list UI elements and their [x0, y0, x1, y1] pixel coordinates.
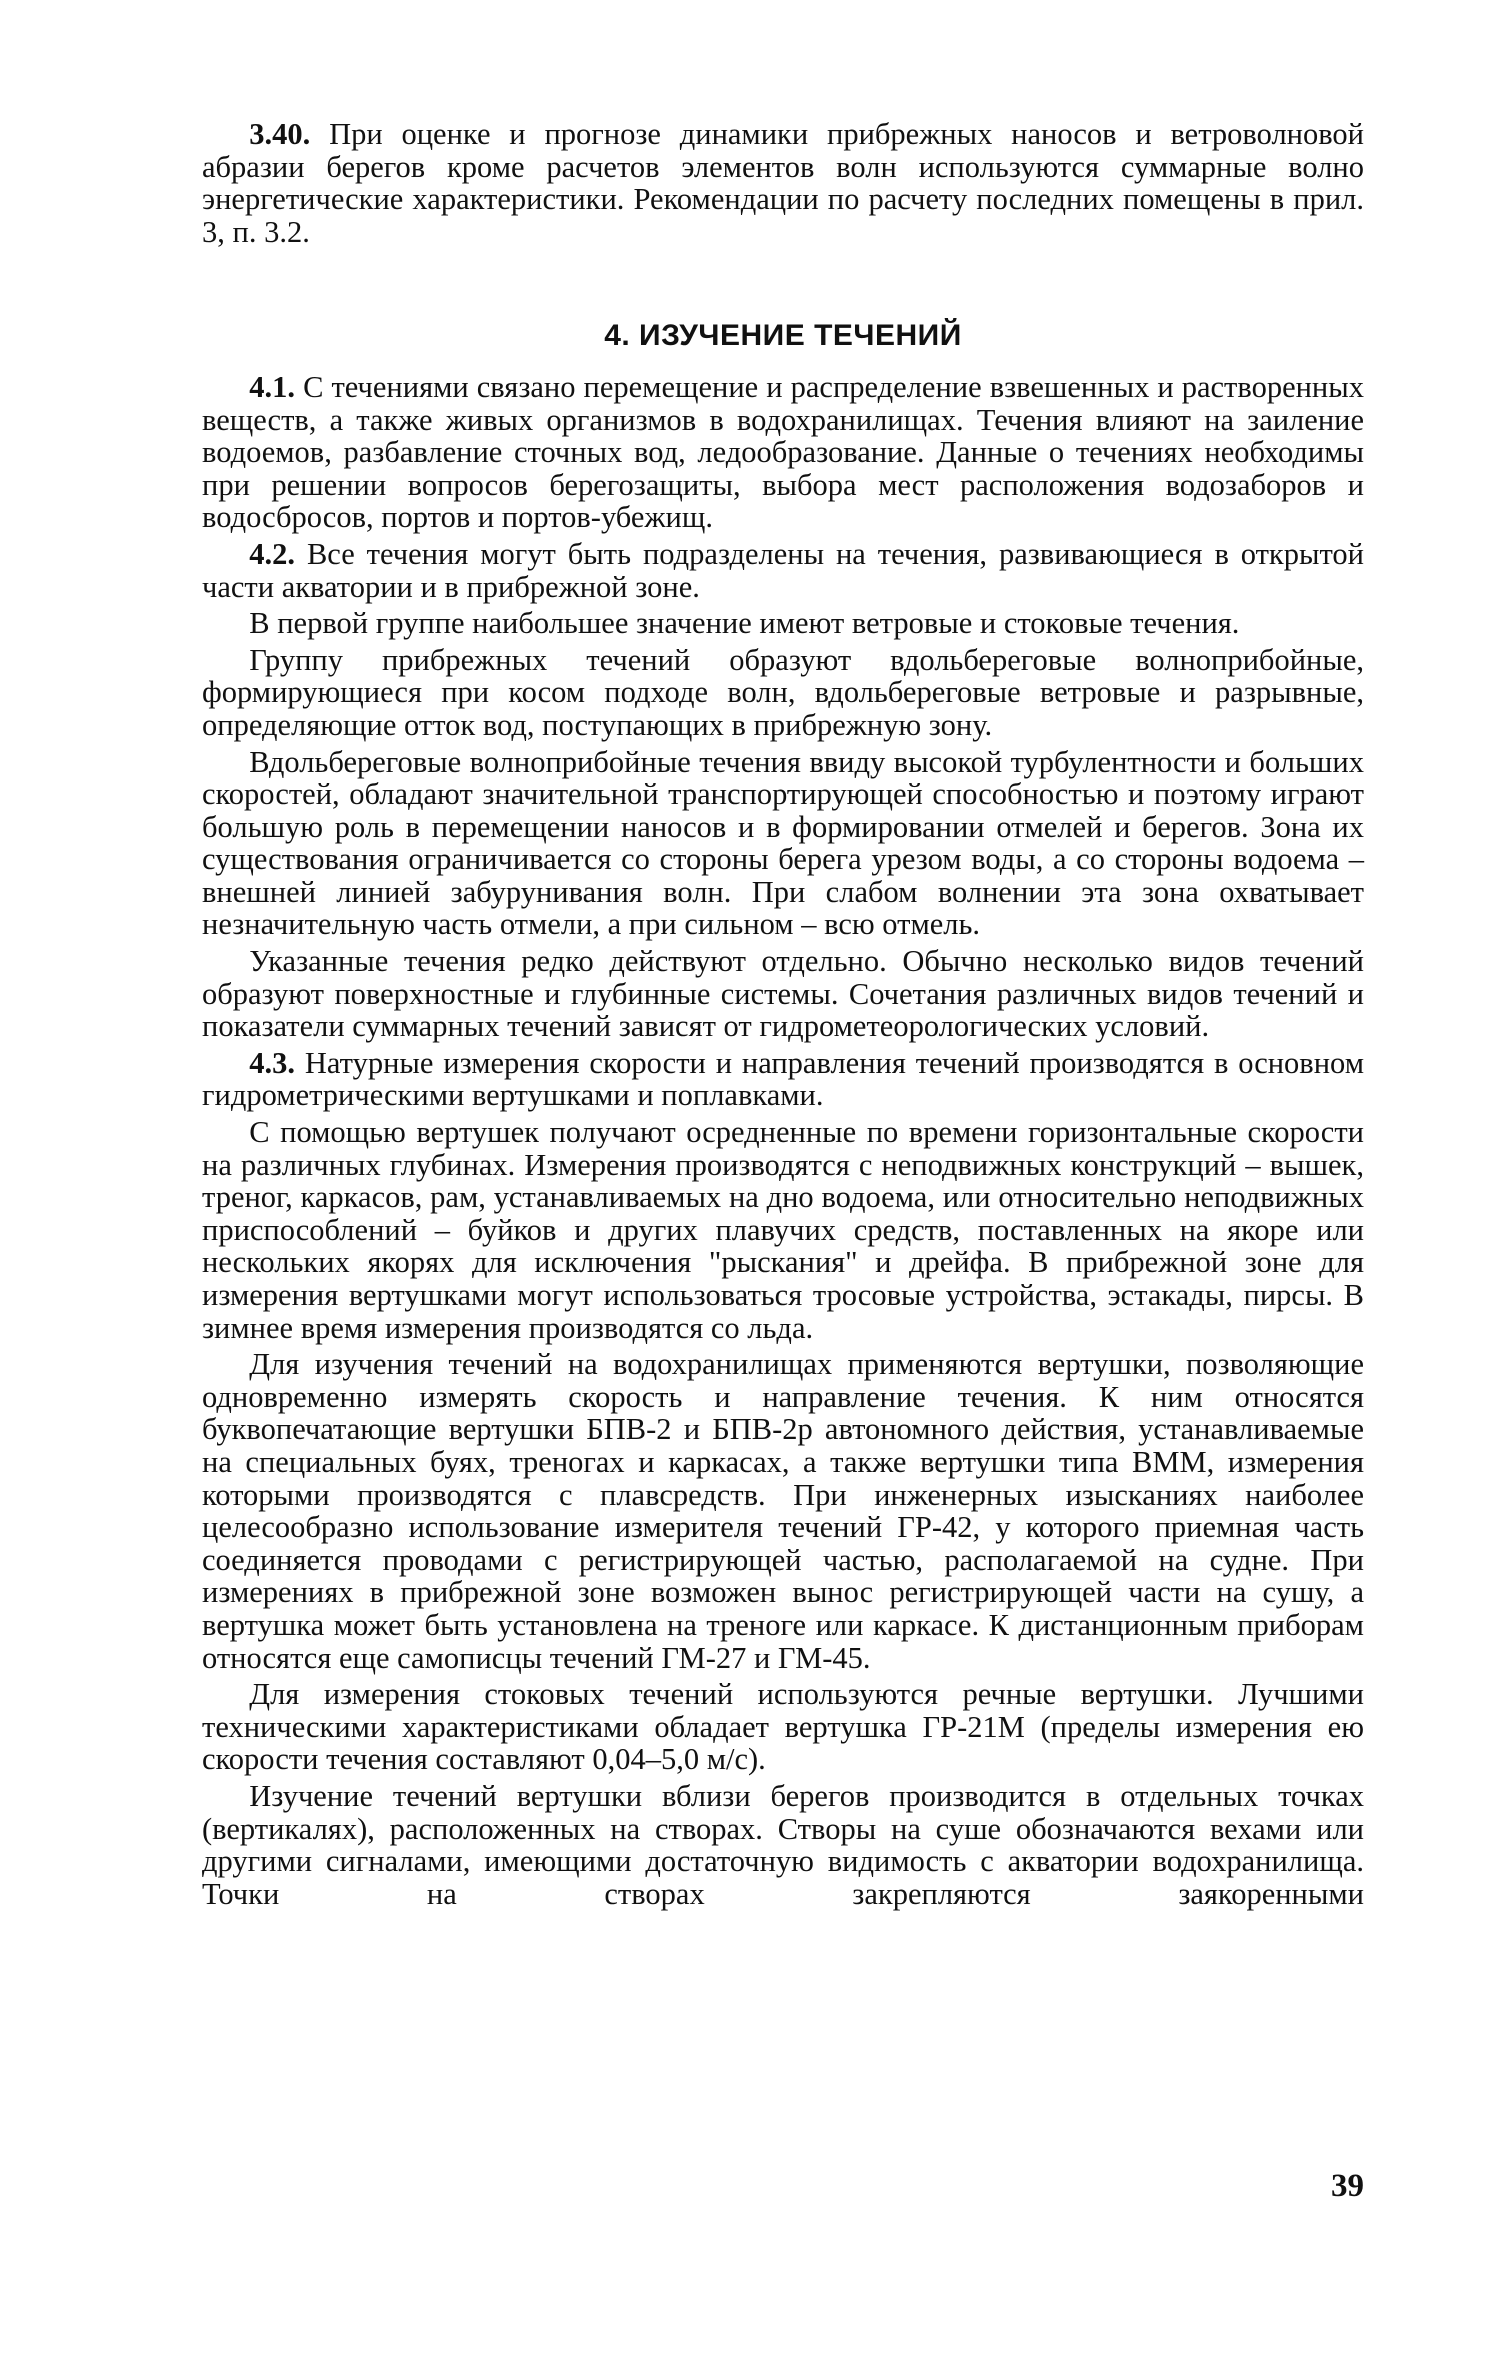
text-column: [202, 118, 1364, 1910]
section-title: 4. ИЗУЧЕНИЕ ТЕЧЕНИЙ: [604, 319, 962, 353]
paragraph-number: 4.1.: [249, 369, 296, 404]
paragraph-4-1: [202, 371, 1364, 534]
paragraph: Указанные течения редко действуют отдельно. Обычно несколько видов течений образуют поверхностные и глубинные системы. Сочетания различных видов течений и показатели суммарных течений зависят от гидрометеорологических условий.: [202, 944, 1364, 1044]
page-number: 39: [1331, 2168, 1364, 2204]
paragraph-text: Натурные измерения скорости и направления течений производятся в основном гидрометрическими вертушками и поплавками.: [202, 1045, 1365, 1113]
paragraph: Вдольбереговые волноприбойные течения ввиду высокой турбулентности и больших скоростей, обладают значительной транспортирующей способностью и поэтому играют большую роль в перемещении наносов и в формировании отмелей и берегов. Зона их существования ограничивается со стороны берега урезом воды, а со стороны водоема – внешней линией забурунивания волн. При слабом волнении эта зона охватывает незначительную часть отмели, а при сильном – всю отмель.: [202, 744, 1364, 942]
paragraph: Изучение течений вертушки вблизи берегов производится в отдельных точках (вертикалях), расположенных на створах. Створы на суше обозначаются вехами или другими сигналами, имеющими достаточную видимость с акватории водохранилища. Точки на створах закрепляются заякоренными: [202, 1778, 1364, 1911]
paragraph: В первой группе наибольшее значение имеют ветровые и стоковые течения.: [249, 606, 1240, 641]
paragraph-4-3: [202, 1047, 1364, 1112]
paragraph-4-2: [202, 538, 1364, 603]
paragraph-number: 3.40.: [249, 117, 311, 151]
paragraph: Группу прибрежных течений образуют вдольбереговые волноприбойные, формирующиеся при косом подходе волн, вдольбереговые ветровые и разрывные, определяющие отток вод, поступающих в прибрежную зону.: [202, 642, 1364, 742]
paragraph: С помощью вертушек получают осредненные по времени горизонтальные скорости на различных глубинах. Измерения производятся с неподвижных конструкций – вышек, треног, каркасов, рам, устанавливаемых на дно водоема, или относительно неподвижных приспособлений – буйков и других плавучих средств, поставленных на якоре или нескольких якорях для исключения "рыскания" и дрейфа. В прибрежной зоне для измерения вертушками могут использоваться тросовые устройства, эстакады, пирсы. В зимнее время измерения производятся со льда.: [202, 1115, 1364, 1345]
paragraph: Для изучения течений на водохранилищах применяются вертушки, позволяющие одновременно измерять скорость и направление течения. К ним относятся буквопечатающие вертушки БПВ-2 и БПВ-2р автономного действия, устанавливаемые на специальных буях, треногах и каркасах, а также вертушки типа ВММ, измерения которыми производятся с плавсредств. При инженерных изысканиях наиболее целесообразно использование измерителя течений ГР-42, у которого приемная часть соединяется проводами с регистрирующей частью, располагаемой на судне. При измерениях в прибрежной зоне возможен вынос регистрирующей части на сушу, а вертушка может быть установлена на треноге или каркасе. К дистанционным приборам относятся еще самописцы течений ГМ-27 и ГМ-45.: [202, 1347, 1364, 1675]
paragraph: Для измерения стоковых течений используются речные вертушки. Лучшими техническими характеристиками обладает вертушка ГР-21М (пределы измерения ею скорости течения составляют 0,04–5,0 м/с).: [202, 1677, 1364, 1777]
paragraph-text: Все течения могут быть подразделены на течения, развивающиеся в открытой части акватории и в прибрежной зоне.: [202, 536, 1364, 604]
paragraph-number: 4.2.: [249, 536, 296, 571]
paragraph-number: 4.3.: [249, 1045, 296, 1080]
paragraph-3-40: [202, 118, 1364, 248]
paragraph-text: С течениями связано перемещение и распределение взвешенных и растворенных веществ, а также живых организмов в водохранилищах. Течения влияют на заиление водоемов, разбавление сточных вод, ледообразование. Данные о течениях необходимы при решении вопросов берегозащиты, выбора мест расположения водозаборов и водосбросов, портов и портов-убежищ.: [202, 369, 1364, 535]
paragraph-text: При оценке и прогнозе динамики прибрежных наносов и ветроволновой абразии берегов кроме расчетов элементов волн используются суммарные волно энергетические характеристики. Рекомендации по расчету последних помещены в прил. 3, п. 3.2.: [202, 117, 1365, 249]
